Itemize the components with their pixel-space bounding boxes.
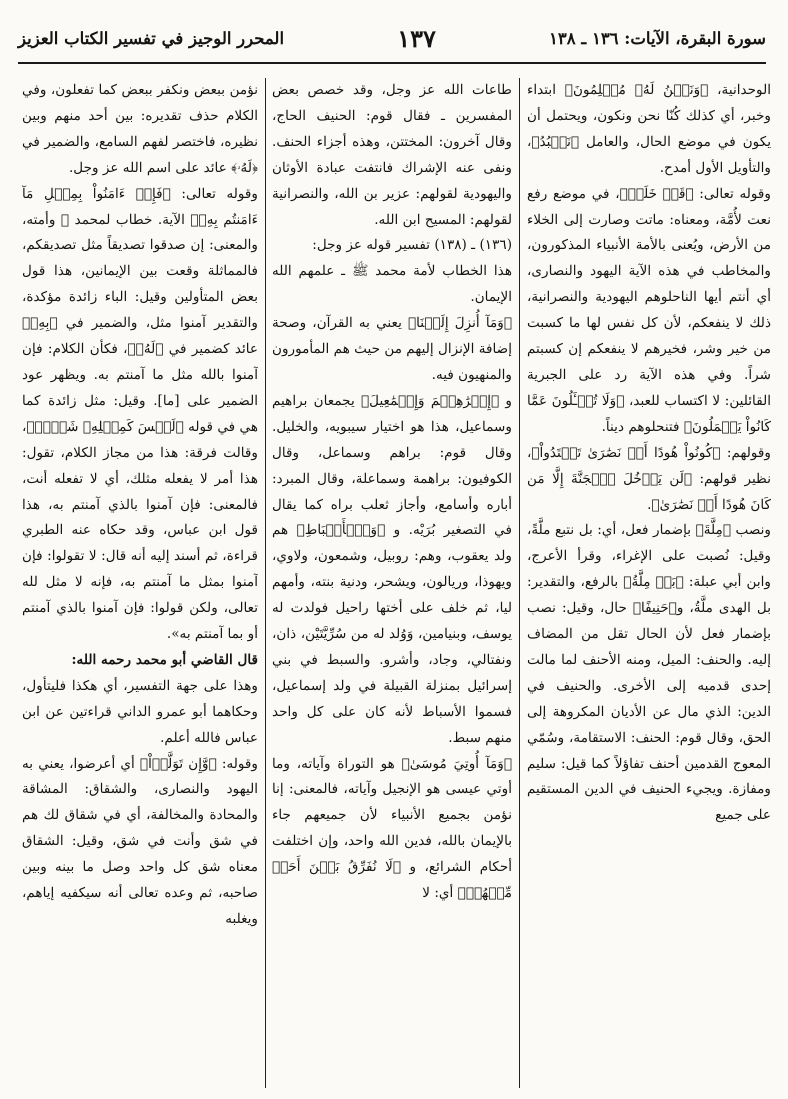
paragraph: ﴿وَمَآ أُوتِيَ مُوسَىٰ﴾ هو التوراة وآياته، وما أوتي عيسى هو الإنجيل وآياته، فالمعنى: إنا نؤمن بجميع الأنبياء لأن جميعهم جاء بالإيمان بالله، فدين الله واحد، وإن اختلفت أحكام الشرائع، و ﴿لَا نُفَرِّقُ بَيۡنَ أَحَدٖ مِّنۡهُمۡ﴾ أي: لا	[272, 755, 512, 902]
paragraph: وقولهم: ﴿كُونُواْ هُودًا أَوۡ نَصَٰرَىٰ تَهۡتَدُواْ﴾، نظير قولهم: ﴿لَن يَدۡخُلَ ٱلۡجَنَّةَ إِلَّا مَن كَانَ هُودًا أَوۡ نَصَٰرَىٰ﴾.	[527, 444, 771, 513]
text-column-middle	[272, 78, 512, 1088]
page-number: ١٣٧	[397, 23, 436, 53]
paragraph: وقوله تعالى: ﴿قَدۡ خَلَتۡ﴾، في موضع رفع نعت لأُمَّة، ومعناه: ماتت وصارت إلى الخلاء من الأرض، ويُعنى بالأمة الأنبياء المذكورون، والمخاطب في هذه الآية اليهود والنصارى، أي أنتم أيها الناحلوهم اليهودية والنصرانية، ذلك لا ينفعكم، لأن كل نفس لها ما كسبت من خير وشر، فخيرهم لا ينفعكم إن كسبتم شراً. وفي هذه الآية رد على الجبرية القائلين: لا اكتساب للعبد، ﴿وَلَا تُسۡـَٔلُونَ عَمَّا كَانُواْ يَعۡمَلُونَ﴾ فتنحلوهم ديناً.	[527, 185, 771, 435]
paragraph: هذا الخطاب لأمة محمد ﷺ ـ علمهم الله الإيمان.	[272, 263, 512, 306]
paragraph: و ﴿إِبۡرَٰهِـۧمَ وَإِسۡمَٰعِيلَ﴾ يجمعان براهيم وسماعيل، هذا هو اختيار سيبويه، والخليل. وقال قوم: براهم وسماعل، وقال الكوفيون: براهمة وسماعلة، وقال المبرد: أباره وأسامع، وأجاز ثعلب براه كما يقال في التصغير بُرَيْه. و ﴿وَٱلۡأَسۡبَاطِ﴾ هم ولد يعقوب، وهم: روبيل، وشمعون، ولاوي، ويهوذا، وريالون، ويشحر، ودنية بنته، وأمهم ليا، ثم خلف على أختها راحيل فولدت له يوسف، وبنيامين، وَوُلد له من سُرِّيَّتَيْن، ذان، ونفتالي، وجاد، وأشرو. والسبط في بني إسرائيل بمنزلة القبيلة في ولد إسماعيل، فسموا الأسباط لأنه كان على كل واحد منهم سبط.	[272, 392, 512, 746]
header-rule	[18, 62, 766, 64]
paragraph: الوحدانية، ﴿وَنَحۡنُ لَهُۥ مُسۡلِمُونَ﴾ ابتداء وخبر، أي كذلك كُنّا نحن ونكون، ويحتمل أن يكون في موضع الحال، والعامل ﴿نَعۡبُدُ﴾، والتأويل الأول أمدح.	[527, 82, 771, 176]
text-column-left	[22, 78, 258, 1088]
surah-info: سورة البقرة، الآيات: ١٣٦ ـ ١٣٨	[549, 28, 766, 48]
paragraph: ﴿وَمَآ أُنزِلَ إِلَيۡنَا﴾ يعني به القرآن، وصحة إضافة الإنزال إليهم من حيث هم المأمورون والمنهيون فيه.	[272, 315, 512, 383]
column-divider	[519, 78, 520, 1088]
text-column-right	[527, 78, 771, 1088]
book-title: المحرر الوجيز في تفسير الكتاب العزيز	[18, 28, 285, 48]
verse-heading: (١٣٦) ـ (١٣٨) تفسير قوله عز وجل:	[312, 237, 512, 254]
paragraph: وهذا على جهة التفسير، أي هكذا فليتأول، وحكاهما أبو عمرو الداني قراءتين عن ابن عباس فالله أعلم.	[22, 677, 258, 746]
author-note-heading: قال القاضي أبو محمد رحمه الله:	[71, 651, 258, 668]
column-divider	[265, 78, 266, 1088]
page-header	[18, 18, 766, 58]
paragraph: وقوله تعالى: ﴿فَإِنۡ ءَامَنُواْ بِمِثۡلِ مَآ ءَامَنتُم بِهِۦ﴾ الآية. خطاب لمحمد ﷺ وأمته، والمعنى: إن صدقوا تصديقاً مثل تصديقكم، فالمماثلة وقعت بين الإيمانين، هذا قول بعض المتأولين وقيل: الباء زائدة مؤكدة، والتقدير آمنوا مثل، والضمير في ﴿بِهِۦ﴾ عائد كضمير في ﴿لَهُۥ﴾، فكأن الكلام: فإن آمنوا بالله مثل ما آمنتم به. ويظهر عود الضمير على [ما]. وقيل: مثل زائدة كما هي في قوله ﴿لَيۡسَ كَمِثۡلِهِۦ شَيۡءٞ﴾، وقالت فرقة: هذا من مجاز الكلام، تقول: هذا أمر لا يفعله مثلك، أي لا تفعله أنت، فالمعنى: فإن آمنوا بالذي آمنتم به، هذا قول ابن عباس، وقد حكاه عنه الطبري قراءة، ثم أسند إليه أنه قال: لا تقولوا: فإن آمنوا بمثل ما آمنتم به، فإنه لا مثل لله تعالى، ولكن قولوا: فإن آمنوا بالذي آمنتم أو بما آمنتم به».	[22, 185, 258, 643]
paragraph: ونصب ﴿مِلَّةَ﴾ بإضمار فعل، أي: بل نتبع ملَّةً، وقيل: نُصبت على الإغراء، وقرأ الأعرج، وابن أبي عبلة: ﴿بَلۡ مِلَّةُ﴾ بالرفع، والتقدير: بل الهدى ملَّةُ، و﴿حَنِيفًا﴾ حال، وقيل: نصب بإضمار فعل لأن الحال تقل من المضاف إليه. والحنف: الميل، ومنه الأحنف لما مالت إحدى قدميه إلى الأخرى. والحنيف في الدين: الذي مال عن الأديان المكروهة إلى الحق، وقال قوم: الحنف: الاستقامة، وسُمّي المعوج القدمين أحنف تفاؤلاً كما قيل: سليم ومفازة. ويجيء الحنيف في الدين المستقيم على جميع	[527, 522, 771, 824]
paragraph: نؤمن ببعض ونكفر ببعض كما تفعلون، وفي الكلام حذف تقديره: بين أحد منهم وبين نظيره، فاختصر لفهم السامع، والضمير في ﴿لَهُۥ﴾ عائد على اسم الله عز وجل.	[22, 82, 258, 176]
paragraph: طاعات الله عز وجل، وقد خصص بعض المفسرين ـ فقال قوم: الحنيف الحاج، وقال آخرون: المختتن، وهذه أجزاء الحنف. ونفى عنه الإشراك فانتفت عبادة الأوثان واليهودية لقولهم: عزير بن الله، والنصرانية لقولهم: المسيح ابن الله.	[272, 82, 512, 228]
paragraph: وقوله: ﴿وَّإِن تَوَلَّوۡاْ﴾ أي أعرضوا، يعني به اليهود والنصارى، والشقاق: المشاقة والمحادة والمخالفة، أي في شقاق لك هم في شق وأنت في شق، وقيل: الشقاق معناه شق كل واحد وصل ما بينه وبين صاحبه، ثم وعده تعالى أنه سيكفيه إياهم، ويغلبه	[22, 755, 258, 927]
